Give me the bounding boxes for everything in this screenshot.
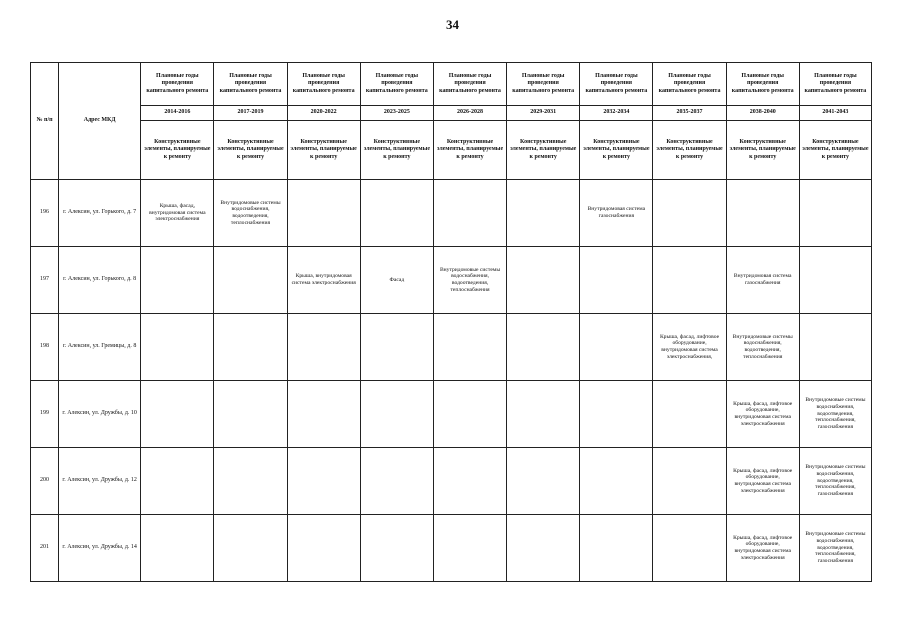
row-number: 197: [31, 247, 59, 314]
repair-elements-cell: Крыша, фасад, внутридомовая система электроснабжения: [141, 180, 214, 247]
row-address: г. Алексин, ул. Дружбы, д. 14: [59, 515, 141, 582]
header-period-title: Плановые годы проведения капитального ремонта: [433, 63, 506, 106]
header-elements-title: Конструктивные элементы, планируемые к ремонту: [507, 121, 580, 180]
header-num: № п/п: [31, 63, 59, 180]
repair-elements-cell: [214, 314, 287, 381]
repair-elements-cell: Внутридомовые системы водоснабжения, водоотведения, теплоснабжения, газоснабжения: [799, 381, 871, 448]
header-elements-title: Конструктивные элементы, планируемые к ремонту: [360, 121, 433, 180]
header-elements-title: Конструктивные элементы, планируемые к ремонту: [799, 121, 871, 180]
repair-elements-cell: [507, 515, 580, 582]
header-period-years: 2029-2031: [507, 106, 580, 121]
row-number: 196: [31, 180, 59, 247]
row-address: г. Алексин, ул. Горького, д. 8: [59, 247, 141, 314]
repair-elements-cell: [580, 314, 653, 381]
table-row: [31, 180, 872, 247]
repair-elements-cell: Фасад: [360, 247, 433, 314]
header-elements-title: Конструктивные элементы, планируемые к ремонту: [214, 121, 287, 180]
repair-elements-cell: [653, 448, 726, 515]
repair-elements-cell: [141, 515, 214, 582]
repair-elements-cell: Крыша, фасад, лифтовое оборудование, внутридомовая система электроснабжения: [726, 448, 799, 515]
header-elements-title: Конструктивные элементы, планируемые к ремонту: [141, 121, 214, 180]
repair-elements-cell: [287, 180, 360, 247]
repair-elements-cell: Внутридомовые системы водоснабжения, водоотведения, теплоснабжения, газоснабжения: [799, 448, 871, 515]
header-period-title: Плановые годы проведения капитального ремонта: [214, 63, 287, 106]
repair-elements-cell: [214, 515, 287, 582]
header-elements-title: Конструктивные элементы, планируемые к ремонту: [433, 121, 506, 180]
table-row: [31, 448, 872, 515]
repair-elements-cell: [214, 448, 287, 515]
row-number: 199: [31, 381, 59, 448]
repair-elements-cell: [433, 515, 506, 582]
repair-elements-cell: [653, 247, 726, 314]
row-address: г. Алексин, ул. Горького, д. 7: [59, 180, 141, 247]
header-period-title: Плановые годы проведения капитального ремонта: [287, 63, 360, 106]
header-years-row: [31, 106, 872, 121]
repair-elements-cell: [360, 448, 433, 515]
repair-elements-cell: [141, 247, 214, 314]
repair-elements-cell: [360, 314, 433, 381]
repair-elements-cell: Крыша, фасад, лифтовое оборудование, внутридомовая система электроснабжения,: [653, 314, 726, 381]
repair-elements-cell: [141, 381, 214, 448]
repair-elements-cell: [507, 247, 580, 314]
header-period-years: 2038-2040: [726, 106, 799, 121]
header-elements-title: Конструктивные элементы, планируемые к ремонту: [287, 121, 360, 180]
repair-elements-cell: [653, 515, 726, 582]
repair-elements-cell: [287, 448, 360, 515]
row-address: г. Алексин, ул. Дружбы, д. 12: [59, 448, 141, 515]
header-period-row: [31, 63, 872, 106]
repair-elements-cell: Внутридомовые системы водоснабжения, водоотведения, теплоснабжения: [433, 247, 506, 314]
repair-elements-cell: [287, 381, 360, 448]
header-period-years: 2026-2028: [433, 106, 506, 121]
header-period-title: Плановые годы проведения капитального ремонта: [507, 63, 580, 106]
repair-elements-cell: [580, 247, 653, 314]
repair-elements-cell: Внутридомовая система газоснабжения: [580, 180, 653, 247]
repair-elements-cell: [507, 180, 580, 247]
table-row: [31, 314, 872, 381]
header-period-years: 2014-2016: [141, 106, 214, 121]
repair-elements-cell: [799, 180, 871, 247]
repair-elements-cell: [433, 314, 506, 381]
repair-elements-cell: [799, 314, 871, 381]
header-period-title: Плановые годы проведения капитального ремонта: [653, 63, 726, 106]
header-period-years: 2041-2043: [799, 106, 871, 121]
repair-elements-cell: [141, 448, 214, 515]
repair-elements-cell: Внутридомовые системы водоснабжения, водоотведения, теплоснабжения, газоснабжения: [799, 515, 871, 582]
repair-elements-cell: Внутридомовая система газоснабжения: [726, 247, 799, 314]
repair-elements-cell: [726, 180, 799, 247]
repair-elements-cell: [141, 314, 214, 381]
repair-elements-cell: [287, 515, 360, 582]
header-period-title: Плановые годы проведения капитального ремонта: [799, 63, 871, 106]
header-elements-title: Конструктивные элементы, планируемые к ремонту: [726, 121, 799, 180]
header-elements-title: Конструктивные элементы, планируемые к ремонту: [580, 121, 653, 180]
header-period-years: 2020-2022: [287, 106, 360, 121]
repair-elements-cell: [433, 448, 506, 515]
repair-elements-cell: [360, 381, 433, 448]
header-period-title: Плановые годы проведения капитального ремонта: [141, 63, 214, 106]
header-period-years: 2017-2019: [214, 106, 287, 121]
header-period-years: 2032-2034: [580, 106, 653, 121]
header-elements-title: Конструктивные элементы, планируемые к ремонту: [653, 121, 726, 180]
table-header: [31, 63, 872, 180]
repair-elements-cell: Внутридомовые системы водоснабжения, водоотведения, теплоснабжения: [726, 314, 799, 381]
repair-elements-cell: [287, 314, 360, 381]
repair-elements-cell: [433, 180, 506, 247]
repair-elements-cell: [507, 381, 580, 448]
capital-repair-table: [30, 62, 872, 582]
repair-elements-cell: Крыша, фасад, лифтовое оборудование, внутридомовая система электроснабжения: [726, 381, 799, 448]
header-period-years: 2035-2037: [653, 106, 726, 121]
repair-elements-cell: [433, 381, 506, 448]
repair-elements-cell: [360, 180, 433, 247]
repair-elements-cell: [799, 247, 871, 314]
repair-elements-cell: Внутридомовые системы водоснабжения, водоотведения, теплоснабжения: [214, 180, 287, 247]
repair-elements-cell: Крыша, фасад, лифтовое оборудование, внутридомовая система электроснабжения: [726, 515, 799, 582]
header-address: Адрес МКД: [59, 63, 141, 180]
repair-elements-cell: [214, 381, 287, 448]
row-number: 200: [31, 448, 59, 515]
page-number: 34: [446, 17, 459, 32]
header-period-years: 2023-2025: [360, 106, 433, 121]
repair-elements-cell: [214, 247, 287, 314]
repair-elements-cell: [360, 515, 433, 582]
header-elements-row: [31, 121, 872, 180]
table-body: [31, 180, 872, 582]
repair-elements-cell: [507, 448, 580, 515]
repair-elements-cell: [653, 180, 726, 247]
table-row: [31, 381, 872, 448]
repair-elements-cell: [580, 448, 653, 515]
repair-elements-cell: [580, 381, 653, 448]
row-number: 201: [31, 515, 59, 582]
table-row: [31, 515, 872, 582]
row-address: г. Алексин, ул. Гремицы, д. 8: [59, 314, 141, 381]
header-period-title: Плановые годы проведения капитального ремонта: [360, 63, 433, 106]
repair-elements-cell: Крыша, внутридомовая система электроснабжения: [287, 247, 360, 314]
repair-elements-cell: [580, 515, 653, 582]
repair-elements-cell: [507, 314, 580, 381]
header-period-title: Плановые годы проведения капитального ремонта: [580, 63, 653, 106]
row-address: г. Алексин, ул. Дружбы, д. 10: [59, 381, 141, 448]
table-row: [31, 247, 872, 314]
row-number: 198: [31, 314, 59, 381]
repair-elements-cell: [653, 381, 726, 448]
header-period-title: Плановые годы проведения капитального ремонта: [726, 63, 799, 106]
